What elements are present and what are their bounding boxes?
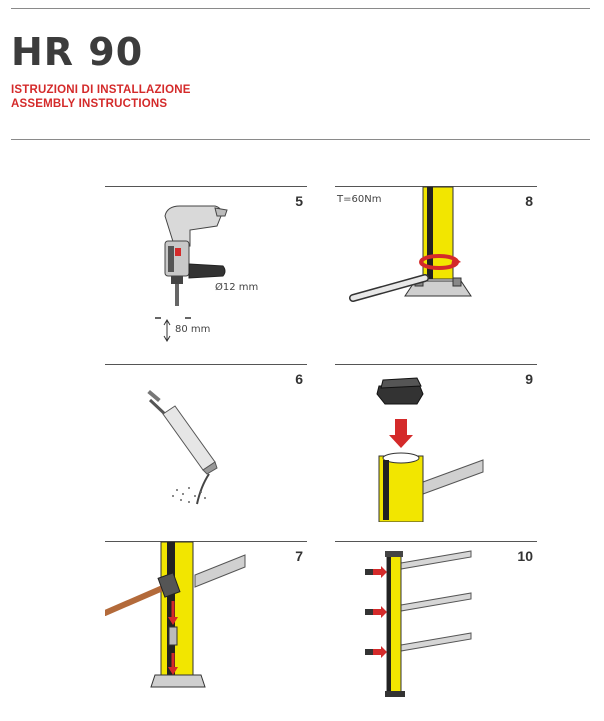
cap-illustration: [335, 364, 537, 522]
header-rule: [11, 139, 590, 140]
step-9-number: 9: [525, 371, 533, 387]
page-title: HR 90: [11, 30, 144, 74]
step-5-panel: [105, 186, 307, 344]
torque-value-label: T=60Nm: [337, 194, 382, 205]
torque-illustration: [335, 186, 537, 344]
subtitle-italian: ISTRUZIONI DI INSTALLAZIONE: [11, 84, 191, 96]
drill-depth-label: 80 mm: [175, 324, 211, 335]
step-9-panel: [335, 364, 537, 522]
step-7-number: 7: [295, 548, 303, 564]
rails-illustration: [335, 541, 537, 699]
subtitle-english: ASSEMBLY INSTRUCTIONS: [11, 98, 168, 110]
step-10-number: 10: [517, 548, 533, 564]
top-rule: [11, 8, 590, 9]
drill-diameter-label: Ø12 mm: [215, 282, 259, 293]
step-8-panel: [335, 186, 537, 344]
step-8-number: 8: [525, 193, 533, 209]
blower-illustration: [105, 364, 307, 522]
step-6-number: 6: [295, 371, 303, 387]
hammer-illustration: [105, 541, 307, 699]
step-7-panel: [105, 541, 307, 699]
step-6-panel: [105, 364, 307, 522]
step-5-number: 5: [295, 193, 303, 209]
drill-illustration: [105, 186, 307, 344]
step-10-panel: [335, 541, 537, 699]
